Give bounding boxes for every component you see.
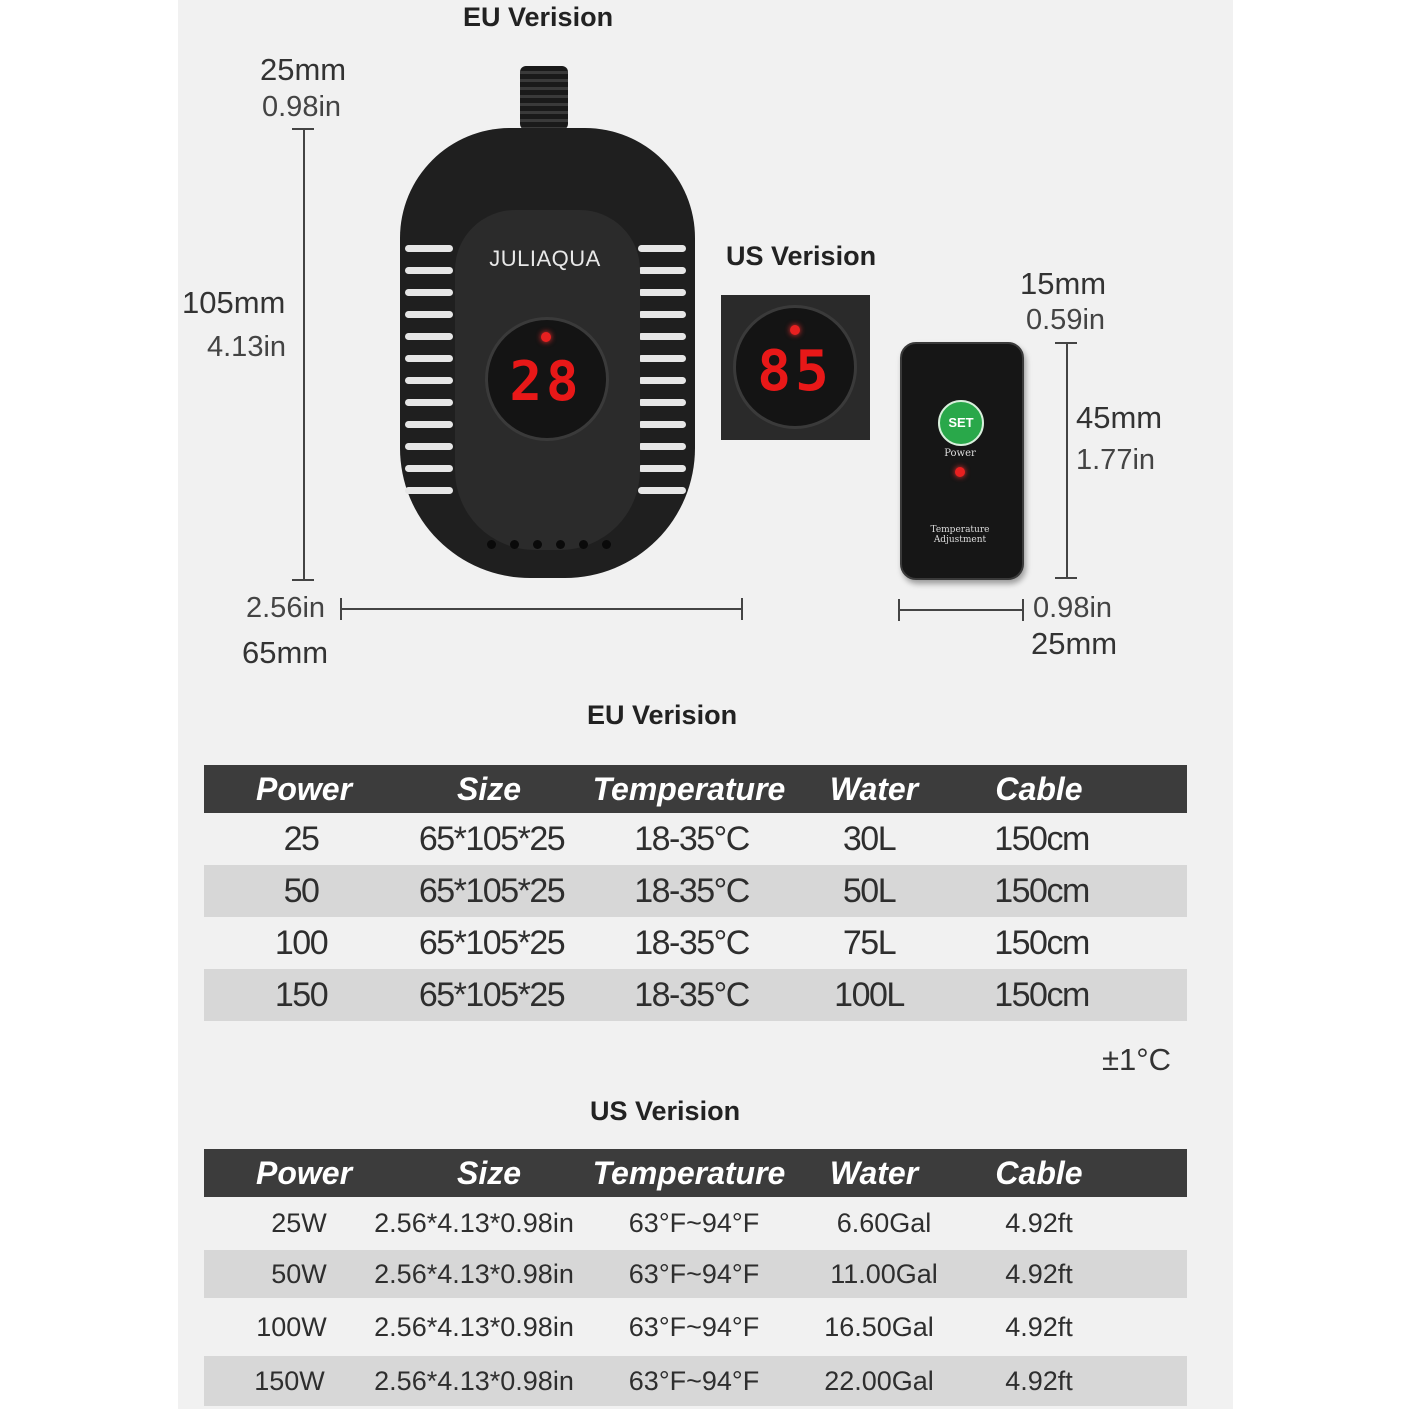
us-indicator-icon [790, 325, 800, 335]
us-display-value: 85 [757, 339, 833, 404]
table-row: 50W 2.56*4.13*0.98in 63°F~94°F 11.00Gal 4.92ft [204, 1250, 1187, 1298]
width-in-label: 2.56in [246, 592, 326, 624]
adjust-label-1: Temperature [930, 525, 990, 535]
accuracy-note: ±1°C [1102, 1042, 1172, 1077]
table-row: 50 65*105*25 18-35°C 50L 150cm [204, 865, 1187, 917]
right-vents [638, 245, 688, 505]
table-row: 100W 2.56*4.13*0.98in 63°F~94°F 16.50Gal 4.92ft [256, 1312, 1073, 1342]
table-row: 25 65*105*25 18-35°C 30L 150cm [283, 820, 1089, 858]
us-table-header [204, 1149, 1187, 1197]
eu-version-heading: EU Verision [463, 2, 614, 32]
heating-indicator-icon [541, 332, 551, 342]
width-dimension-line [340, 608, 742, 610]
col-cable: Cable [995, 771, 1083, 807]
table-row: 25W 2.56*4.13*0.98in 63°F~94°F 6.60Gal 4.92ft [271, 1208, 1073, 1238]
table-row: 150 65*105*25 18-35°C 100L 150cm [204, 969, 1187, 1021]
col-temperature: Temperature [592, 1155, 786, 1191]
eu-spec-table [204, 765, 1187, 1021]
us-table-heading: US Verision [590, 1096, 741, 1126]
col-size: Size [456, 771, 522, 807]
width-mm-label: 65mm [242, 635, 329, 670]
remote-width-in-label: 0.98in [1033, 592, 1113, 624]
remote-height-mm-label: 45mm [1076, 400, 1163, 435]
power-label: Power [944, 448, 976, 459]
set-button[interactable]: SET [938, 400, 984, 446]
cable-in-label: 0.98in [262, 91, 342, 123]
brand-label: JULIAQUA [489, 246, 601, 271]
col-water: Water [829, 1155, 919, 1191]
power-led-icon [955, 467, 965, 477]
us-spec-table [204, 1149, 1187, 1406]
col-power: Power [255, 771, 353, 807]
remote-height-in-label: 1.77in [1076, 444, 1156, 476]
eu-table-heading: EU Verision [587, 700, 738, 730]
col-water: Water [829, 771, 919, 807]
us-display-inset [721, 295, 870, 440]
remote-height-dimension-line [1066, 342, 1068, 578]
table-row: 100 65*105*25 18-35°C 75L 150cm [274, 924, 1089, 962]
eu-table-header [204, 765, 1187, 813]
remote-width-mm-label: 25mm [1031, 626, 1118, 661]
cable-mm-label: 25mm [260, 52, 347, 87]
remote-width-dimension-line [898, 609, 1023, 611]
remote-top-mm-label: 15mm [1020, 266, 1107, 301]
height-mm-label: 105mm [182, 285, 286, 320]
eu-display-value: 28 [509, 350, 583, 413]
table-row: 150W 2.56*4.13*0.98in 63°F~94°F 22.00Gal 4.92ft [204, 1356, 1187, 1406]
col-temperature: Temperature [592, 771, 786, 807]
col-power: Power [255, 1155, 353, 1191]
height-dimension-line [303, 128, 305, 580]
adjust-label-2: Adjustment [933, 535, 987, 545]
height-in-label: 4.13in [207, 331, 287, 363]
left-vents [405, 245, 455, 505]
remote-top-in-label: 0.59in [1026, 304, 1106, 336]
col-cable: Cable [995, 1155, 1083, 1191]
us-version-heading: US Verision [726, 241, 877, 271]
power-cable [520, 66, 568, 130]
col-size: Size [456, 1155, 522, 1191]
